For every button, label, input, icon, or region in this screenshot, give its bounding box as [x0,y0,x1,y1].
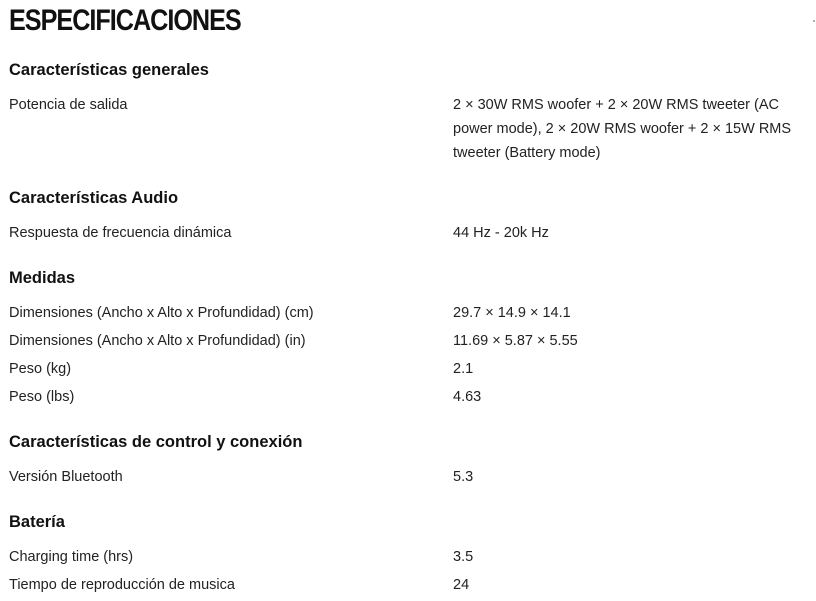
section-general [9,42,816,169]
spec-label: Peso (lbs) [9,389,75,405]
spec-label: Charging time (hrs) [9,549,134,565]
spec-value: 44 Hz - 20k Hz [453,225,549,241]
spec-row [9,329,816,357]
spec-row [9,221,816,249]
spec-value: 11.69 × 5.87 × 5.55 [453,333,578,349]
section-title: Características Audio [9,189,179,207]
spec-label: Respuesta de frecuencia dinámica [9,225,232,241]
spec-row [9,573,816,601]
section-control-connection [9,413,816,493]
spec-label: Peso (kg) [9,361,72,377]
spec-row [9,93,816,169]
section-title: Características generales [9,61,209,79]
section-title: Características de control y conexión [9,433,303,451]
spec-label: Dimensiones (Ancho x Alto x Profundidad) (in) [9,333,306,349]
section-audio [9,169,816,249]
spec-value: 24 [453,577,470,593]
spec-value: 5.3 [453,469,474,485]
spec-value: 29.7 × 14.9 × 14.1 [453,305,571,321]
spec-label: Potencia de salida [9,97,128,113]
spec-row [9,465,816,493]
spec-value: 2 × 30W RMS woofer + 2 × 20W RMS tweeter (AC power mode), 2 × 20W RMS woofer + 2 × 15W RMS tweeter (Battery mode) [453,97,792,161]
spec-row [9,301,816,329]
spec-label: Dimensiones (Ancho x Alto x Profundidad) (cm) [9,305,314,321]
section-measures [9,249,816,413]
specifications-panel [9,0,816,601]
section-title: Batería [9,513,65,531]
spec-value: 3.5 [453,549,474,565]
spec-value: 2.1 [453,361,474,377]
section-battery [9,493,816,601]
spec-row [9,385,816,413]
spec-row [9,357,816,385]
spec-label: Tiempo de reproducción de musica [9,577,235,593]
spec-value: 4.63 [453,389,482,405]
spec-label: Versión Bluetooth [9,469,123,485]
page-title: ESPECIFICACIONES [9,4,241,37]
spec-row [9,545,816,573]
section-title: Medidas [9,269,76,287]
